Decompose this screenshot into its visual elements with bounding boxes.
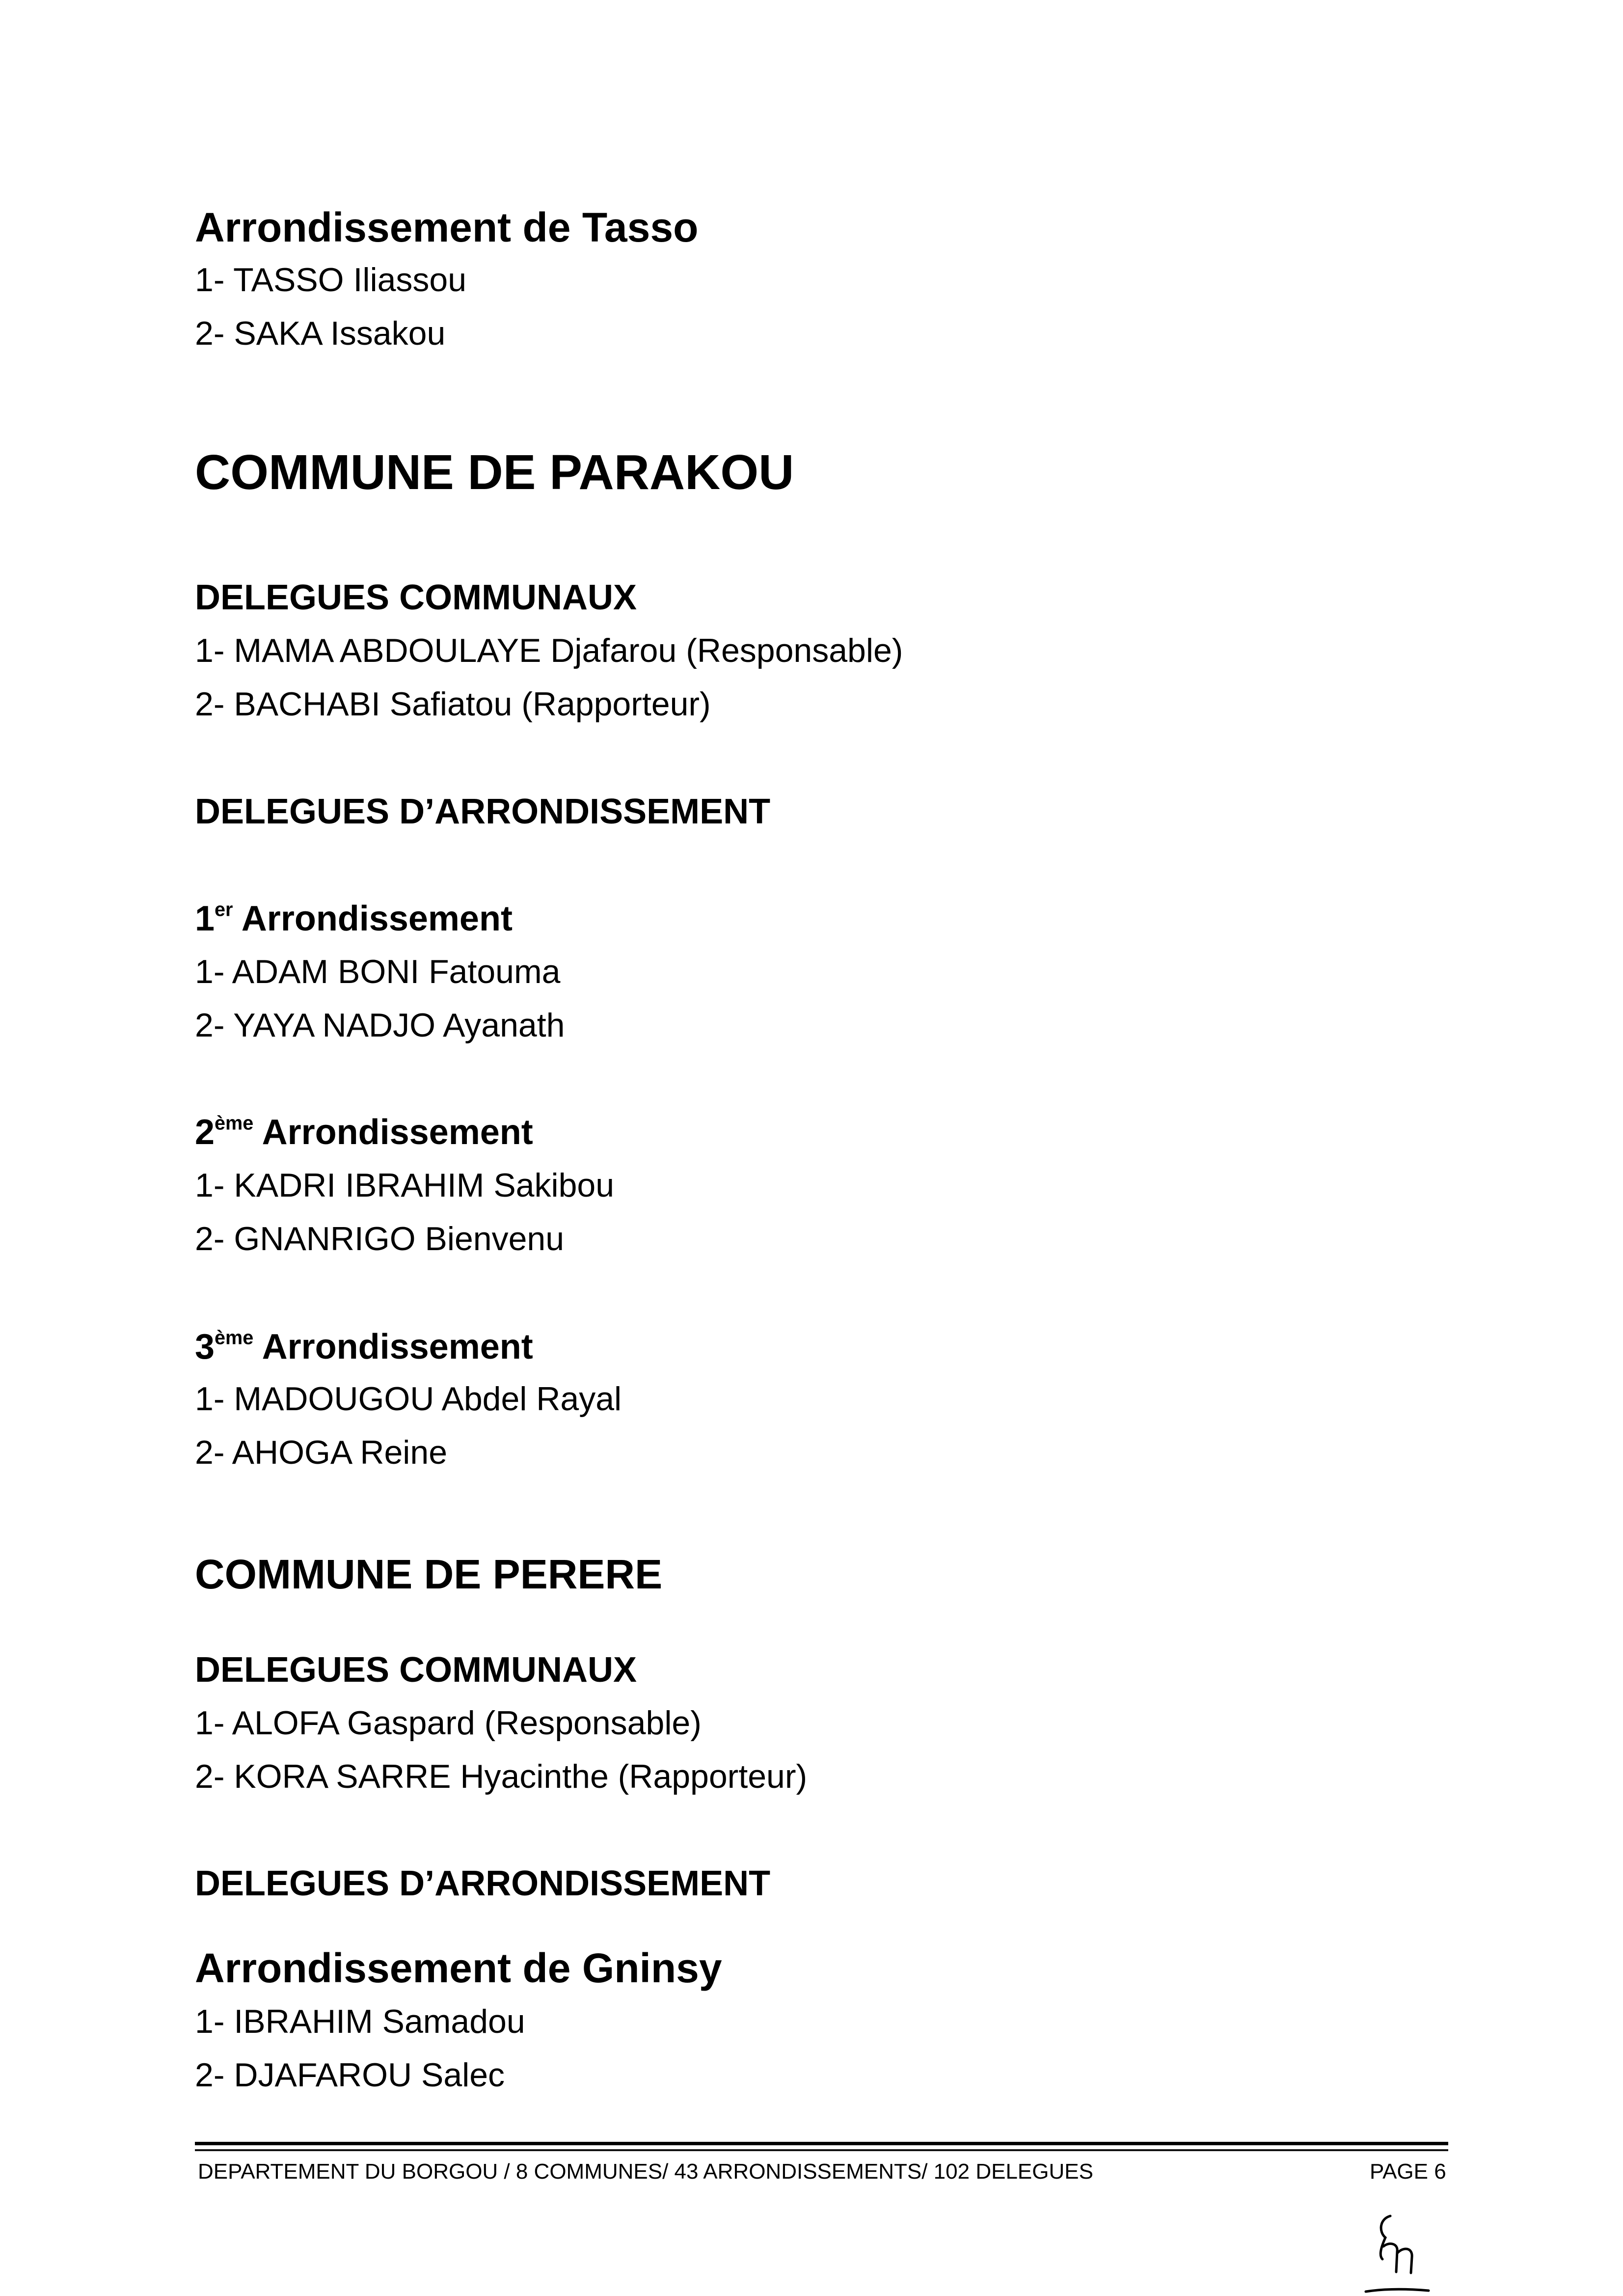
list-item: 2- YAYA NADJO Ayanath [195, 1007, 565, 1044]
parakou-arr1-heading [195, 899, 513, 939]
list-item: 2- BACHABI Safiatou (Rapporteur) [195, 685, 711, 723]
perere-title: COMMUNE DE PERERE [195, 1551, 663, 1597]
list-item: 1- ALOFA Gaspard (Responsable) [195, 1704, 702, 1742]
list-item: 2- AHOGA Reine [195, 1434, 448, 1471]
list-item: 1- KADRI IBRAHIM Sakibou [195, 1167, 615, 1204]
list-item: 2- DJAFAROU Salec [195, 2056, 505, 2094]
list-item: 2- KORA SARRE Hyacinthe (Rapporteur) [195, 1758, 808, 1795]
arr2-label: Arrondissement [253, 1113, 533, 1152]
arr1-suffix: er [215, 899, 233, 921]
parakou-arrondissement-heading: DELEGUES D’ARRONDISSEMENT [195, 792, 771, 831]
arr3-number: 3 [195, 1327, 215, 1367]
parakou-arr3-heading [195, 1327, 533, 1367]
gninsy-heading: Arrondissement de Gninsy [195, 1945, 722, 1991]
arr3-label: Arrondissement [253, 1327, 533, 1367]
arr3-suffix: ème [215, 1327, 254, 1349]
perere-arrondissement-heading: DELEGUES D’ARRONDISSEMENT [195, 1864, 771, 1903]
list-item: 1- MADOUGOU Abdel Rayal [195, 1380, 622, 1418]
list-item: 2- GNANRIGO Bienvenu [195, 1220, 565, 1257]
arr2-number: 2 [195, 1113, 215, 1152]
arr2-suffix: ème [215, 1112, 254, 1134]
list-item: 1- IBRAHIM Samadou [195, 2003, 525, 2040]
footer-rule-secondary [195, 2149, 1448, 2151]
arr1-label: Arrondissement [233, 899, 513, 938]
footer-rule [195, 2142, 1448, 2145]
perere-communaux-heading: DELEGUES COMMUNAUX [195, 1650, 637, 1690]
footer-text: DEPARTEMENT DU BORGOU / 8 COMMUNES/ 43 ARRONDISSEMENTS/ 102 DELEGUES [198, 2159, 1093, 2184]
list-item: 2- SAKA Issakou [195, 315, 446, 352]
parakou-title: COMMUNE DE PARAKOU [195, 445, 794, 500]
signature-initials [1360, 2212, 1438, 2296]
parakou-communaux-heading: DELEGUES COMMUNAUX [195, 578, 637, 617]
list-item: 1- TASSO Iliassou [195, 261, 467, 299]
parakou-arr2-heading [195, 1112, 533, 1152]
list-item: 1- ADAM BONI Fatouma [195, 953, 561, 990]
page-number: PAGE 6 [1370, 2159, 1446, 2184]
list-item: 1- MAMA ABDOULAYE Djafarou (Responsable) [195, 632, 903, 669]
arr1-number: 1 [195, 899, 215, 938]
tasso-heading: Arrondissement de Tasso [195, 204, 699, 250]
